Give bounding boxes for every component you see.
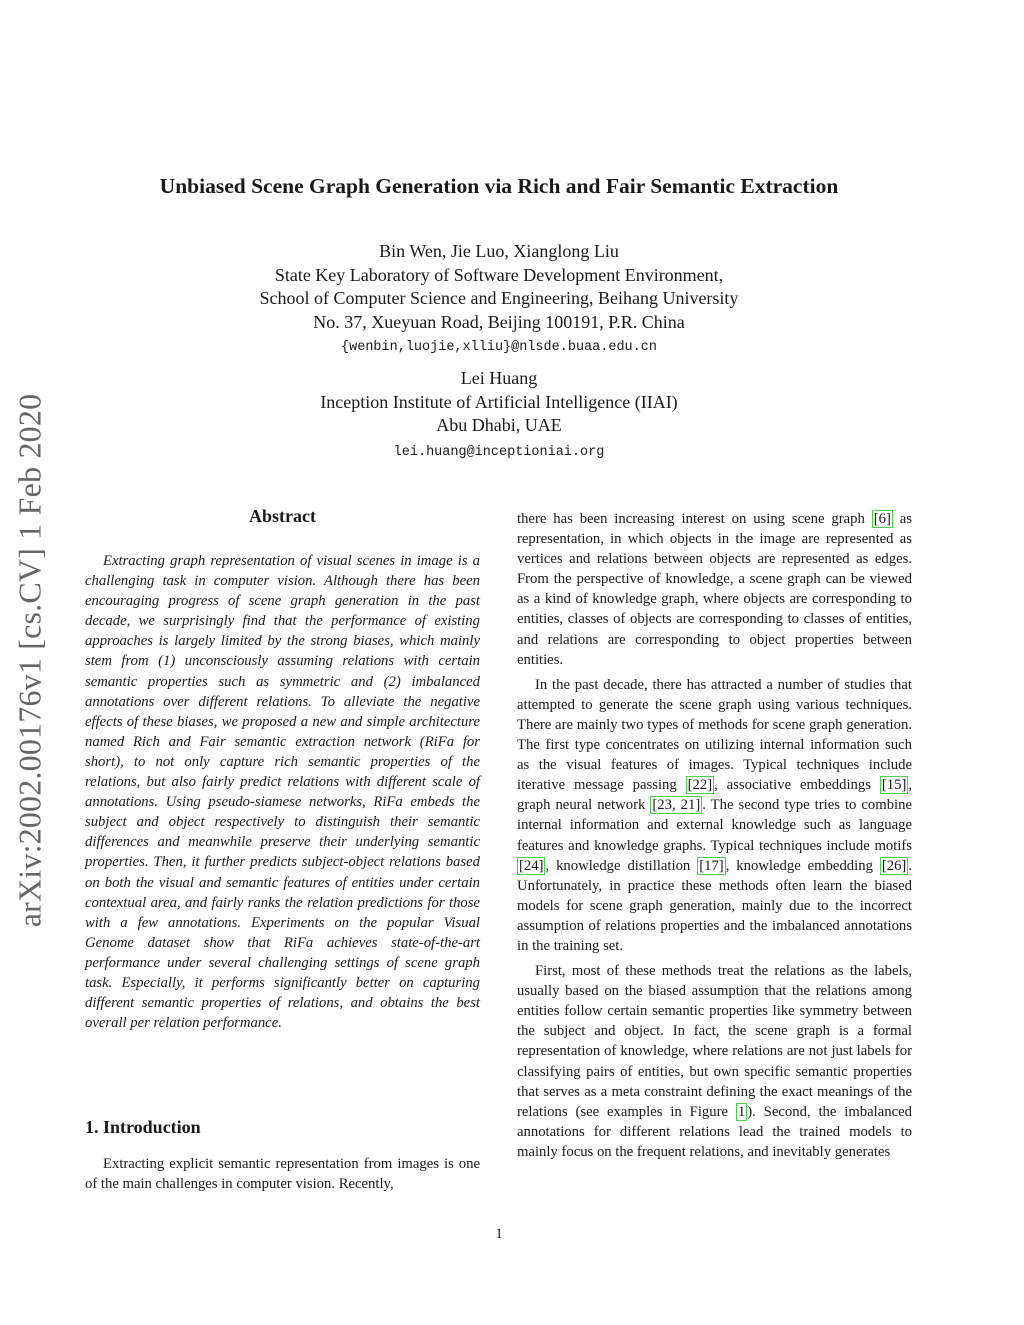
intro-paragraph-2: [517, 675, 912, 956]
citation-link[interactable]: [24]: [519, 857, 544, 874]
page-number: 1: [495, 1226, 503, 1242]
text-run: In the past decade, there has attracted a number of studies that attempted to generate the scene graph using various techniques. There are mainly two types of methods for scene graph generation. The first type concentrates on utilizing internal information such as the visual features of images. Typical techniques include iterative message passing: [517, 676, 912, 794]
text-run: First, most of these methods treat the relations as the labels, usually based on the biased assumption that the relations among entities follow certain semantic properties like symmetry between the subject and object. In fact, the scene graph is a formal representation of knowledge, where relations are not just labels for classifying pairs of entities, but own specific semantic properties that serves as a meta constraint defining the exact meanings of the relations (see examples in Figure: [517, 963, 912, 1120]
text-run: as representation, in which objects in the image are represented as vertices and relations between objects are represented as edges. From the perspective of knowledge, a scene graph can be viewed as a kind of knowledge graph, where objects are corresponding to entities, classes of objects are corresponding to classes of entities, and relations are corresponding to object properties between entities.: [517, 511, 912, 668]
author-block-1: [0, 240, 998, 360]
author-email-1: {wenbin,luojie,xlliu}@nlsde.buaa.edu.cn: [341, 340, 657, 355]
citation-link[interactable]: [17]: [699, 857, 724, 874]
affiliation-line-2: School of Computer Science and Engineering, Beihang University: [259, 288, 739, 308]
text-run: . The second type tries to combine internal information and external knowledge such as language features and knowledge graphs. Typical techniques include motifs: [517, 797, 912, 854]
paper-title: Unbiased Scene Graph Generation via Rich and Fair Semantic Extraction: [159, 174, 839, 198]
intro-body-left: [85, 1154, 480, 1194]
citation-link[interactable]: [22]: [687, 777, 713, 794]
text-run: , knowledge embedding: [725, 857, 880, 874]
text-run: , graph neural network: [517, 777, 913, 814]
text-run: , associative embeddings: [714, 777, 880, 794]
intro-body-right: [517, 509, 912, 1162]
abstract-heading: Abstract: [249, 506, 316, 526]
intro-heading: 1. Introduction: [85, 1117, 201, 1137]
intro-heading-wrap: [85, 1117, 480, 1138]
text-run: . Unfortunately, in practice these methods often learn the biased models for scene graph generation, mainly due to the incorrect assumption of relations properties and the imbalanced annotations in the training set.: [517, 857, 912, 954]
address-line: No. 37, Xueyuan Road, Beijing 100191, P.R. China: [313, 311, 685, 332]
affiliation-line-1: State Key Laboratory of Software Development Environment,: [274, 264, 724, 285]
citation-link[interactable]: [23, 21]: [652, 797, 701, 814]
citation-link[interactable]: [15]: [881, 777, 907, 794]
figure-link[interactable]: 1: [737, 1103, 746, 1120]
abstract-text: Extracting graph representation of visual scenes in image is a challenging task in computer vision. Although there has been encouraging progress of scene graph generation in the past decade, we surprisingly find that the performance of existing approaches is largely limited by the strong biases, which mainly stem from (1) unconsciously assuming relations with certain semantic properties such as symmetric and (2) imbalanced annotations over different relations. To alleviate the negative effects of these biases, we proposed a new and simple architecture named Rich and Fair semantic extraction network (RiFa for short), to not only capture rich semantic properties of the relations, but also fairly predict relations with different scale of annotations. Using pseudo-siamese networks, RiFa embeds the subject and object respectively to distinguish their semantic differences and meanwhile preserve their underlying semantic properties. Then, it further predicts subject-object relations based on both the visual and semantic features of entities under certain contextual area, and fairly ranks the relation predictions for those with a few annotations. Experiments on the popular Visual Genome dataset show that RiFa achieves state-of-the-art performance under several challenging settings of scene graph task. Especially, it performs significantly better on capturing different semantic properties of relations, and obtains the best overall per relation performance.: [85, 553, 480, 1032]
abstract-heading-wrap: [85, 506, 480, 527]
author-email-2: lei.huang@inceptioniai.org: [393, 444, 605, 460]
intro-paragraph-continued: [517, 509, 912, 670]
abstract-body: [85, 551, 480, 1033]
arxiv-stamp-text: arXiv:2002.00176v1 [cs.CV] 1 Feb 2020: [11, 393, 48, 927]
author-name-2: Lei Huang: [460, 368, 538, 388]
author-block-2: [0, 367, 998, 464]
location-2: Abu Dhabi, UAE: [436, 415, 562, 435]
text-run: , knowledge distillation: [545, 857, 698, 874]
citation-link[interactable]: [26]: [881, 857, 907, 874]
affiliation-2: Inception Institute of Artificial Intelligence (IIAI): [320, 391, 678, 412]
citation-link[interactable]: [6]: [873, 511, 891, 527]
intro-paragraph-1: Extracting explicit semantic representation from images is one of the main challenges in computer vision. Recently,: [85, 1156, 480, 1193]
text-run: ). Second, the imbalanced annotations for different relations lead the trained models to mainly focus on the frequent relations, and inevitably generates: [517, 1103, 912, 1160]
text-run: there has been increasing interest on using scene graph: [517, 511, 872, 527]
author-names: Bin Wen, Jie Luo, Xianglong Liu: [379, 241, 619, 261]
intro-paragraph-3: [517, 961, 912, 1162]
